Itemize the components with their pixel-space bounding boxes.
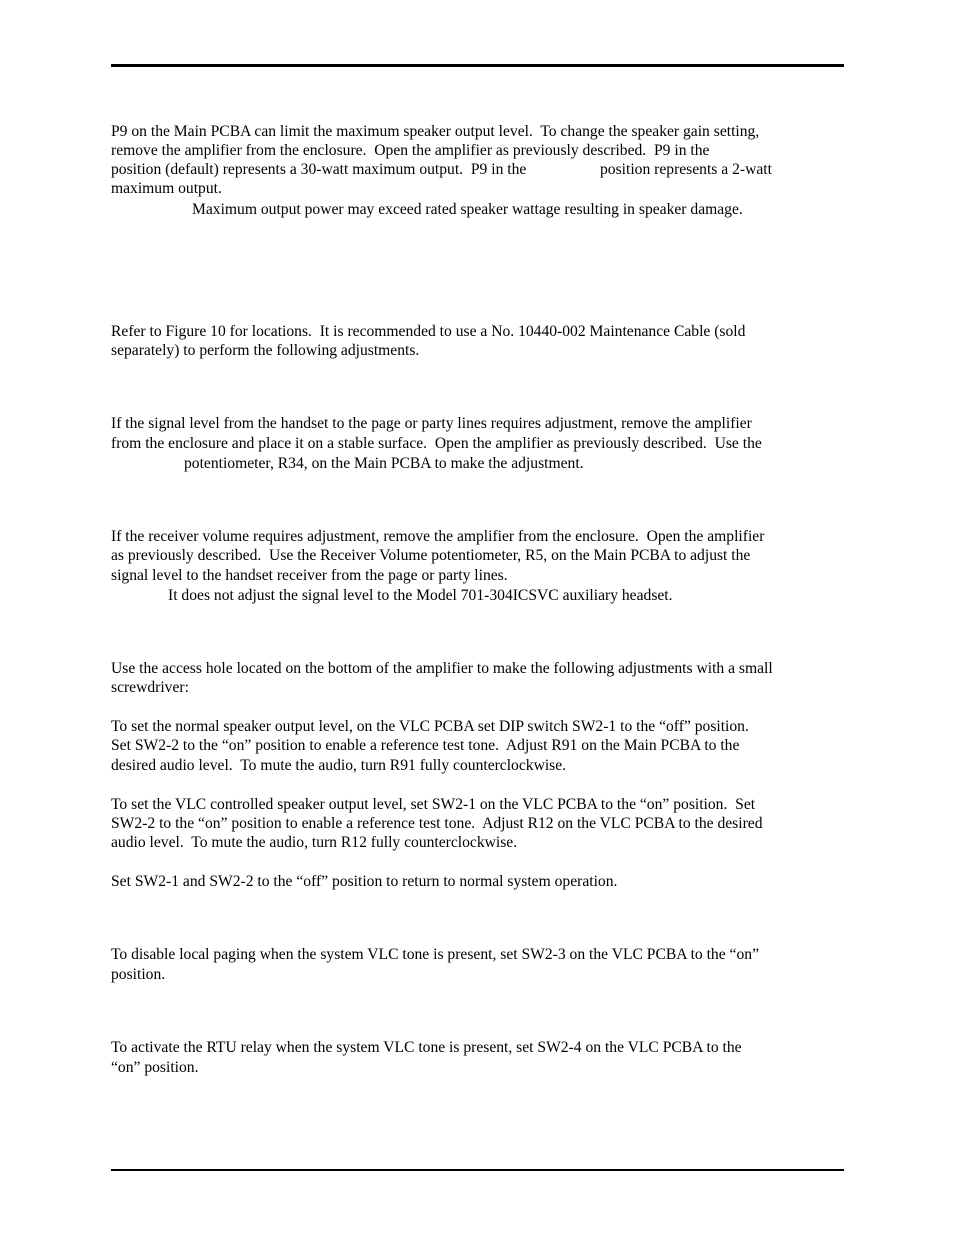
text-line: “on” position. — [111, 1059, 199, 1076]
text-line: Set SW2-1 and SW2-2 to the “off” position to return to normal system operation. — [111, 873, 618, 890]
text-line: Set SW2-2 to the “on” position to enable a reference test tone. Adjust R91 on the Main PCBA to the — [111, 737, 740, 754]
text-line: position. — [111, 966, 166, 983]
text-line: audio level. To mute the audio, turn R12 fully counterclockwise. — [111, 834, 518, 851]
text-line: Refer to Figure 10 for locations. It is recommended to use a No. 10440-002 Maintenance Cable (sold — [111, 323, 746, 340]
text-line: screwdriver: — [111, 679, 189, 696]
text-line: maximum output. — [111, 180, 222, 197]
text-line: To activate the RTU relay when the system VLC tone is present, set SW2-4 on the VLC PCBA to the — [111, 1039, 742, 1056]
note-text: It does not adjust the signal level to the Model 701-304ICSVC auxiliary headset. — [168, 587, 673, 604]
text-line: potentiometer, R34, on the Main PCBA to make the adjustment. — [184, 455, 584, 472]
text-line: as previously described. Use the Receiver Volume potentiometer, R5, on the Main PCBA to adjust the — [111, 547, 751, 564]
text-line: If the signal level from the handset to the page or party lines requires adjustment, remove the amplifier — [111, 415, 752, 432]
text-line: position (default) represents a 30-watt maximum output. P9 in the — [111, 161, 527, 178]
text-line: signal level to the handset receiver from the page or party lines. — [111, 567, 508, 584]
text-line: SW2-2 to the “on” position to enable a reference test tone. Adjust R12 on the VLC PCBA to the desired — [111, 815, 763, 832]
text-line: Use the access hole located on the bottom of the amplifier to make the following adjustments with a small — [111, 660, 773, 677]
footer-rule — [111, 1169, 844, 1171]
text-line: separately) to perform the following adjustments. — [111, 342, 420, 359]
text-line: P9 on the Main PCBA can limit the maximum speaker output level. To change the speaker gain setting, — [111, 123, 760, 140]
text-line: If the receiver volume requires adjustment, remove the amplifier from the enclosure. Open the amplifier — [111, 528, 765, 545]
text-line: desired audio level. To mute the audio, turn R91 fully counterclockwise. — [111, 757, 567, 774]
text-line: from the enclosure and place it on a stable surface. Open the amplifier as previously described. Use the — [111, 435, 762, 452]
header-rule — [111, 64, 844, 67]
text-line: To set the VLC controlled speaker output level, set SW2-1 on the VLC PCBA to the “on” position. Set — [111, 796, 756, 813]
text-line: To set the normal speaker output level, on the VLC PCBA set DIP switch SW2-1 to the “off” position. — [111, 718, 749, 735]
text-line: remove the amplifier from the enclosure. Open the amplifier as previously described. P9 in the — [111, 142, 710, 159]
text-line: To disable local paging when the system VLC tone is present, set SW2-3 on the VLC PCBA to the “on” — [111, 946, 759, 963]
caution-text: Maximum output power may exceed rated speaker wattage resulting in speaker damage. — [192, 201, 743, 218]
text-line: position represents a 2-watt — [600, 161, 772, 178]
